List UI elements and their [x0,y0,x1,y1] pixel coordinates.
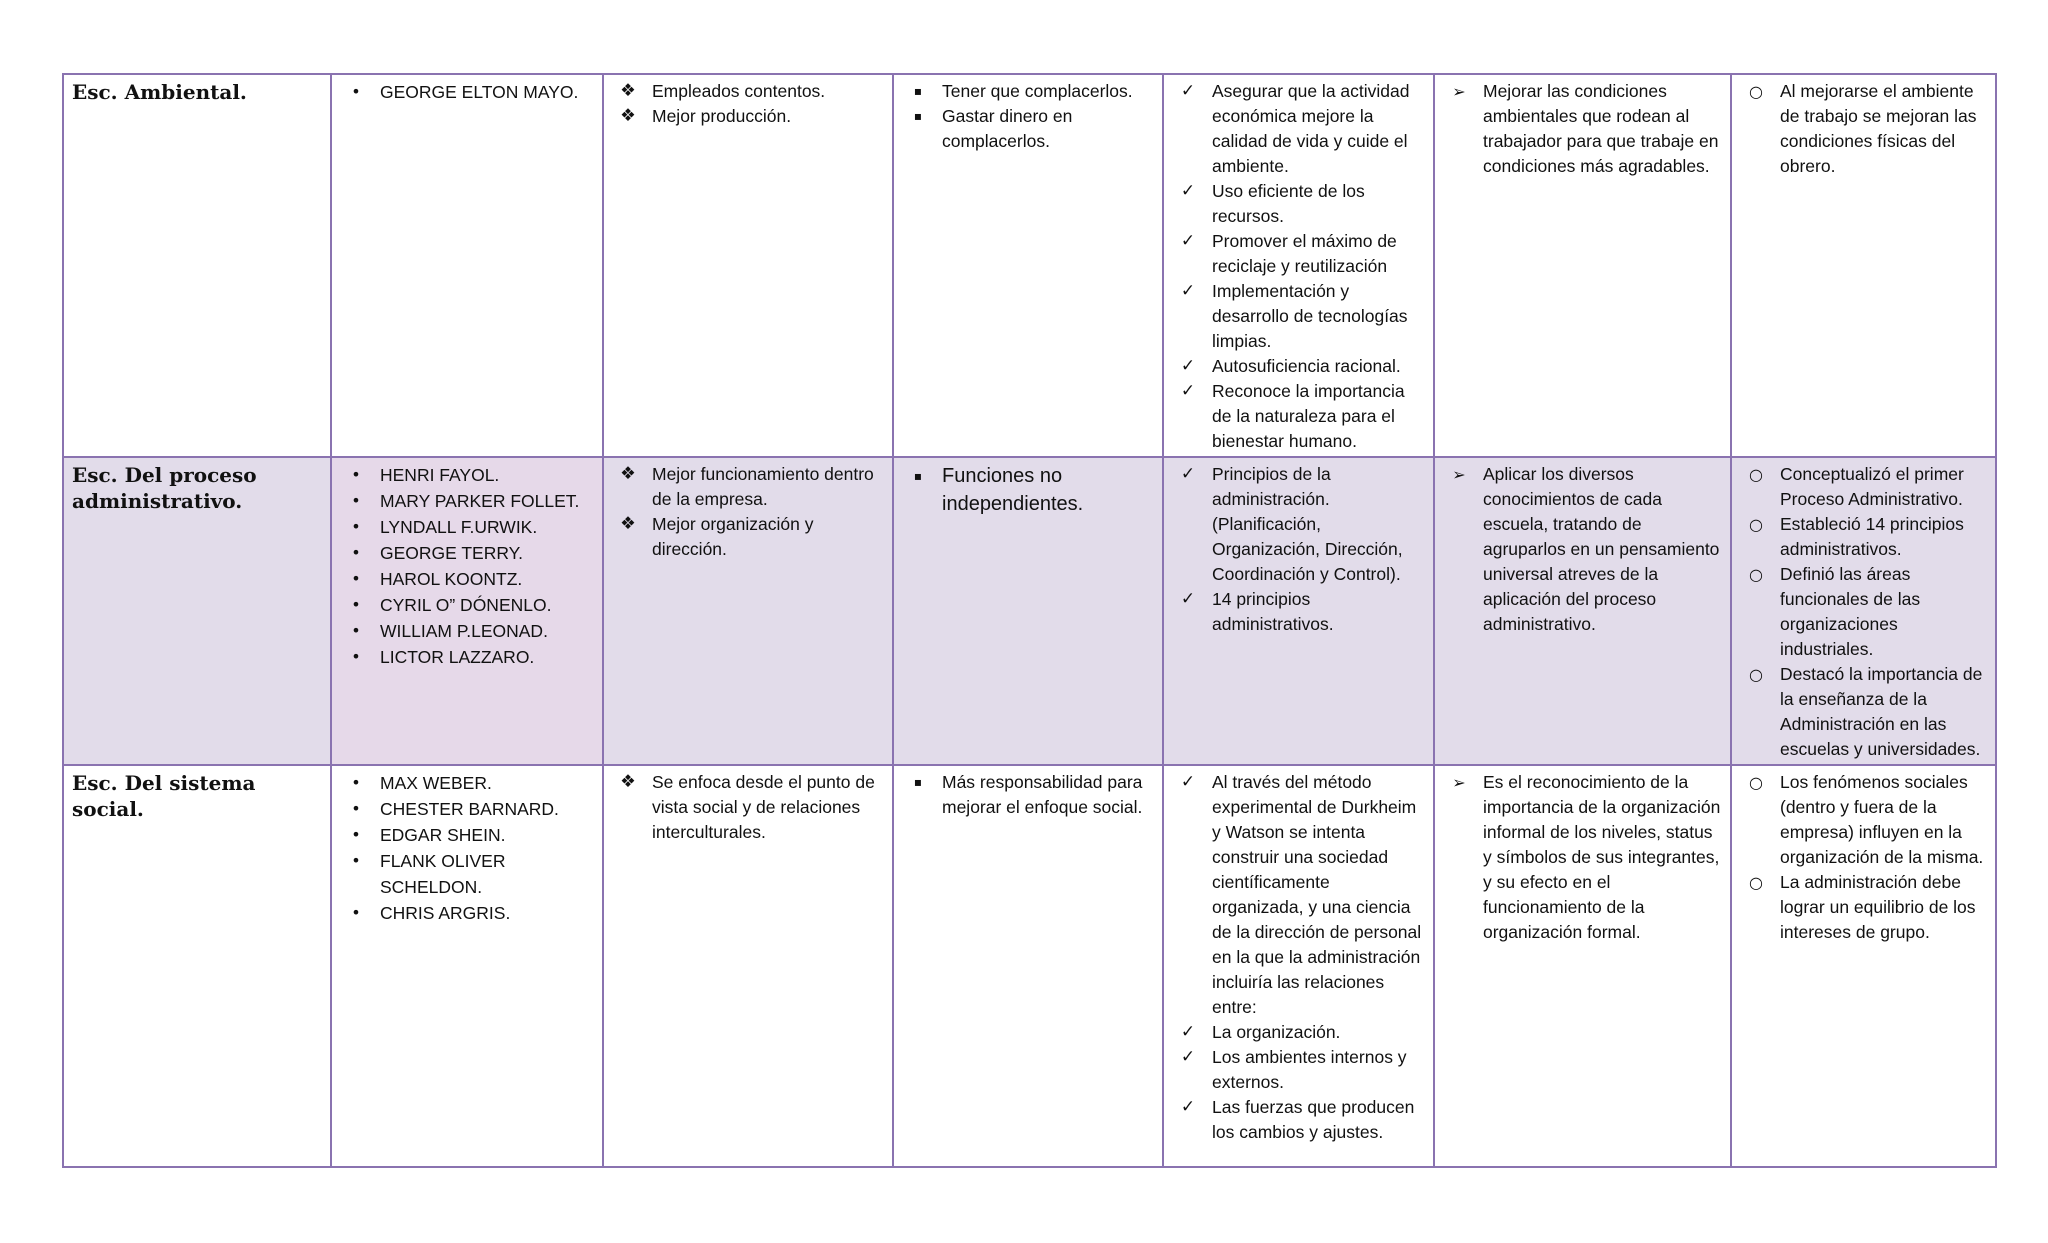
author-text: CYRIL O” DÓNENLO. [380,595,552,615]
application-list [1443,462,1722,637]
contribution-text: Destacó la importancia de la enseñanza de la Administración en las escuelas y universidades. [1780,664,1983,759]
disadvantages-list [902,462,1154,518]
principle-item [1172,229,1425,279]
author-bullet-icon: • [351,903,361,922]
contribution-bullet-icon: ○ [1749,82,1763,101]
contributions-list [1740,79,1987,179]
principle-item [1172,179,1425,229]
principle-item [1172,770,1425,1020]
disadvantage-bullet-icon: ▪ [913,775,923,789]
contributions-cell [1731,74,1996,457]
principle-bullet-icon: ✓ [1180,181,1196,201]
table-row [63,74,1996,457]
application-item [1443,79,1722,179]
author-bullet-icon: • [351,595,361,614]
application-cell [1434,457,1731,765]
contribution-item [1740,770,1987,870]
principle-item [1172,1095,1425,1145]
principle-text: Los ambientes internos y externos. [1212,1047,1407,1092]
author-text: HAROL KOONTZ. [380,569,523,589]
author-item [340,770,594,796]
author-item [340,540,594,566]
author-item [340,644,594,670]
objective-bullet-icon: ❖ [620,464,636,484]
disadvantages-cell [893,457,1163,765]
school-name: Esc. Del sistema social. [72,771,256,821]
principle-bullet-icon: ✓ [1180,1097,1196,1117]
disadvantages-cell [893,74,1163,457]
principle-text: Asegurar que la actividad económica mejore la calidad de vida y cuide el ambiente. [1212,81,1410,176]
contribution-bullet-icon: ○ [1749,665,1763,684]
disadvantage-text: Gastar dinero en complacerlos. [942,106,1073,151]
author-item [340,462,594,488]
contribution-bullet-icon: ○ [1749,515,1763,534]
table-row [63,457,1996,765]
principle-text: Al través del método experimental de Durkheim y Watson se intenta construir una sociedad científicamente organizada, y una ciencia de la dirección de personal en la que la administración incluiría las relaciones entre: [1212,772,1422,1017]
contribution-bullet-icon: ○ [1749,465,1763,484]
disadvantage-item [902,770,1154,820]
objective-item [612,79,884,104]
principle-item [1172,279,1425,354]
principle-item [1172,1020,1425,1045]
objective-text: Mejor organización y dirección. [652,514,814,559]
principles-cell [1163,74,1434,457]
principle-item [1172,354,1425,379]
schools-table [62,73,1997,1168]
principles-cell [1163,765,1434,1167]
objectives-cell [603,457,893,765]
authors-list [340,462,594,670]
author-text: GEORGE TERRY. [380,543,523,563]
contribution-item [1740,512,1987,562]
contribution-text: Al mejorarse el ambiente de trabajo se mejoran las condiciones físicas del obrero. [1780,81,1977,176]
application-bullet-icon: ➢ [1452,82,1466,101]
objectives-list [612,462,884,562]
author-bullet-icon: • [351,491,361,510]
contribution-item [1740,79,1987,179]
principles-list [1172,462,1425,637]
objective-text: Mejor producción. [652,106,792,126]
principle-text: La organización. [1212,1022,1341,1042]
principle-item [1172,79,1425,179]
principle-text: Reconoce la importancia de la naturaleza para el bienestar humano. [1212,381,1405,451]
objectives-list [612,770,884,845]
application-item [1443,770,1722,945]
principle-bullet-icon: ✓ [1180,81,1196,101]
objective-text: Se enfoca desde el punto de vista social y de relaciones interculturales. [652,772,875,842]
contribution-text: Definió las áreas funcionales de las organizaciones industriales. [1780,564,1921,659]
disadvantage-text: Funciones no independientes. [942,465,1084,515]
principle-bullet-icon: ✓ [1180,356,1196,376]
contribution-bullet-icon: ○ [1749,873,1763,892]
objective-item [612,462,884,512]
principle-text: Promover el máximo de reciclaje y reutilización [1212,231,1397,276]
disadvantages-cell [893,765,1163,1167]
author-bullet-icon: • [351,543,361,562]
principle-bullet-icon: ✓ [1180,772,1196,792]
contribution-text: Estableció 14 principios administrativos. [1780,514,1964,559]
author-bullet-icon: • [351,799,361,818]
principle-item [1172,587,1425,637]
disadvantages-list [902,770,1154,820]
principles-cell [1163,457,1434,765]
author-text: WILLIAM P.LEONAD. [380,621,548,641]
school-name-cell [63,765,331,1167]
author-text: GEORGE ELTON MAYO. [380,82,579,102]
principles-list [1172,79,1425,454]
principle-bullet-icon: ✓ [1180,381,1196,401]
author-item [340,514,594,540]
author-text: FLANK OLIVER SCHELDON. [380,851,506,897]
principle-bullet-icon: ✓ [1180,464,1196,484]
author-text: LYNDALL F.URWIK. [380,517,538,537]
author-bullet-icon: • [351,569,361,588]
objective-bullet-icon: ❖ [620,772,636,792]
disadvantage-item [902,462,1154,518]
contribution-item [1740,462,1987,512]
contribution-item [1740,562,1987,662]
application-list [1443,79,1722,179]
objective-item [612,104,884,129]
principle-bullet-icon: ✓ [1180,1022,1196,1042]
author-bullet-icon: • [351,82,361,101]
contribution-bullet-icon: ○ [1749,773,1763,792]
author-item [340,796,594,822]
application-text: Mejorar las condiciones ambientales que rodean al trabajador para que trabaje en condiciones más agradables. [1483,81,1719,176]
authors-list [340,79,594,105]
contribution-bullet-icon: ○ [1749,565,1763,584]
table-row [63,765,1996,1167]
contributions-list [1740,770,1987,945]
principle-text: Autosuficiencia racional. [1212,356,1401,376]
application-text: Aplicar los diversos conocimientos de cada escuela, tratando de agruparlos en un pensamiento universal atreves de la aplicación del proceso administrativo. [1483,464,1720,634]
application-list [1443,770,1722,945]
contributions-cell [1731,765,1996,1167]
principle-bullet-icon: ✓ [1180,231,1196,251]
author-item [340,79,594,105]
author-text: LICTOR LAZZARO. [380,647,535,667]
objective-bullet-icon: ❖ [620,514,636,534]
author-item [340,592,594,618]
objectives-cell [603,74,893,457]
principle-bullet-icon: ✓ [1180,1047,1196,1067]
disadvantage-bullet-icon: ▪ [913,109,923,123]
author-bullet-icon: • [351,517,361,536]
author-item [340,488,594,514]
author-item [340,822,594,848]
author-text: HENRI FAYOL. [380,465,500,485]
principle-text: 14 principios administrativos. [1212,589,1334,634]
application-bullet-icon: ➢ [1452,465,1466,484]
author-text: EDGAR SHEIN. [380,825,506,845]
school-name-cell [63,74,331,457]
principle-item [1172,379,1425,454]
application-bullet-icon: ➢ [1452,773,1466,792]
principle-text: Implementación y desarrollo de tecnologías limpias. [1212,281,1408,351]
objective-item [612,512,884,562]
objective-bullet-icon: ❖ [620,106,636,126]
objective-text: Mejor funcionamiento dentro de la empresa. [652,464,874,509]
author-bullet-icon: • [351,825,361,844]
disadvantage-text: Tener que complacerlos. [942,81,1133,101]
author-item [340,566,594,592]
author-bullet-icon: • [351,465,361,484]
objective-text: Empleados contentos. [652,81,826,101]
principle-item [1172,1045,1425,1095]
principles-list [1172,770,1425,1145]
principle-text: Las fuerzas que producen los cambios y ajustes. [1212,1097,1415,1142]
contribution-item [1740,662,1987,762]
principle-item [1172,462,1425,587]
author-bullet-icon: • [351,621,361,640]
objective-item [612,770,884,845]
author-text: CHESTER BARNARD. [380,799,559,819]
disadvantage-item [902,104,1154,154]
disadvantage-bullet-icon: ▪ [913,469,923,483]
contribution-text: La administración debe lograr un equilibrio de los intereses de grupo. [1780,872,1976,942]
author-bullet-icon: • [351,851,361,870]
disadvantages-list [902,79,1154,154]
author-text: CHRIS ARGRIS. [380,903,511,923]
disadvantage-item [902,79,1154,104]
school-name: Esc. Del proceso administrativo. [72,463,257,513]
contribution-text: Los fenómenos sociales (dentro y fuera de la empresa) influyen en la organización de la misma. [1780,772,1984,867]
principle-bullet-icon: ✓ [1180,281,1196,301]
authors-cell [331,74,603,457]
application-cell [1434,765,1731,1167]
school-name: Esc. Ambiental. [72,80,247,104]
principle-text: Uso eficiente de los recursos. [1212,181,1365,226]
disadvantage-text: Más responsabilidad para mejorar el enfoque social. [942,772,1143,817]
application-item [1443,462,1722,637]
principle-text: Principios de la administración. (Planificación, Organización, Dirección, Coordinación y Control). [1212,464,1403,584]
contribution-item [1740,870,1987,945]
contributions-cell [1731,457,1996,765]
authors-cell [331,765,603,1167]
author-text: MAX WEBER. [380,773,492,793]
contribution-text: Conceptualizó el primer Proceso Administrativo. [1780,464,1964,509]
objectives-list [612,79,884,129]
author-bullet-icon: • [351,773,361,792]
author-item [340,848,594,900]
contributions-list [1740,462,1987,762]
principle-bullet-icon: ✓ [1180,589,1196,609]
application-text: Es el reconocimiento de la importancia de la organización informal de los niveles, status y símbolos de sus integrantes, y su efecto en el funcionamiento de la organización formal. [1483,772,1721,942]
author-item [340,900,594,926]
disadvantage-bullet-icon: ▪ [913,84,923,98]
application-cell [1434,74,1731,457]
author-item [340,618,594,644]
objectives-cell [603,765,893,1167]
author-bullet-icon: • [351,647,361,666]
author-text: MARY PARKER FOLLET. [380,491,580,511]
authors-list [340,770,594,926]
school-name-cell [63,457,331,765]
objective-bullet-icon: ❖ [620,81,636,101]
authors-cell [331,457,603,765]
